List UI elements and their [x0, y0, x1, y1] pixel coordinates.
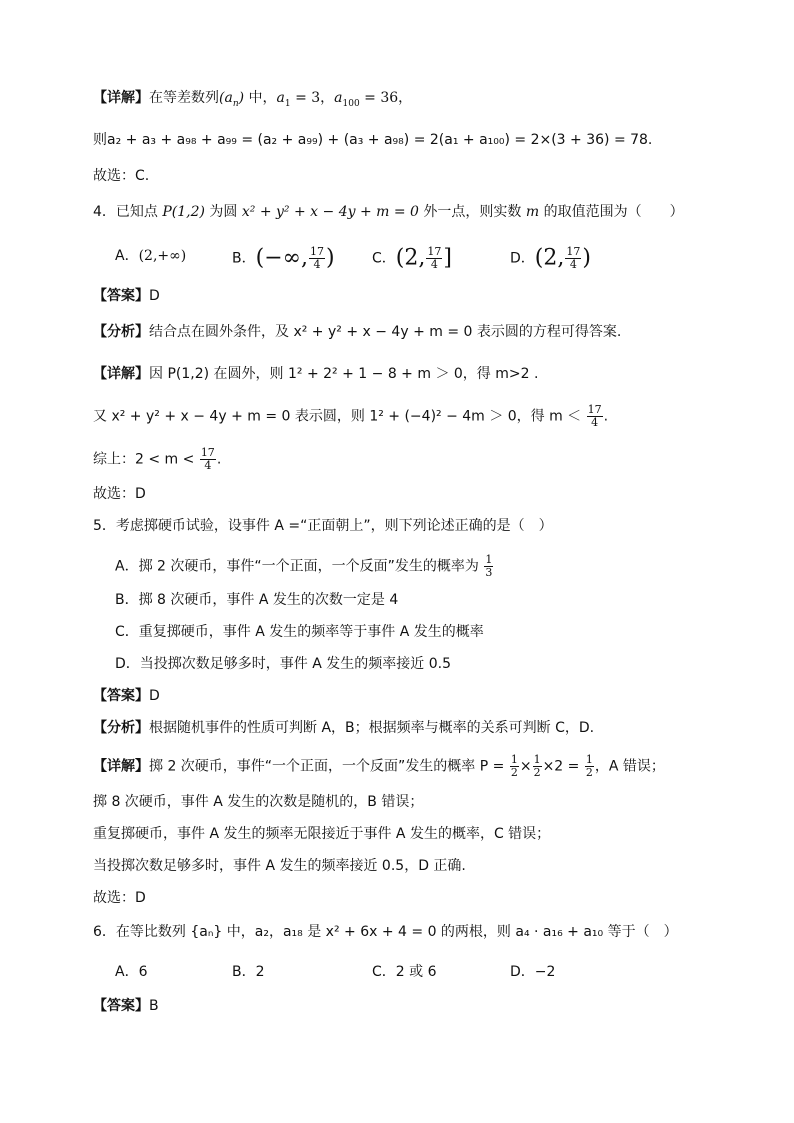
q5-option-c: C．重复掷硬币，事件 A 发生的频率等于事件 A 发生的概率: [115, 624, 484, 640]
fraction: $\frac{1}{2}$: [585, 753, 593, 779]
q4-option-d: D．(2, $\frac{17}{4}$ ): [510, 245, 591, 271]
q6-option-c: C．2 或 6: [372, 964, 437, 980]
q5-answer-line: 【答案】D: [93, 688, 160, 704]
q4-answer-line: 【答案】D: [93, 288, 160, 304]
q5-option-a: A．掷 2 次硬币，事件“一个正面，一个反面”发生的概率为 $\frac{1}{3}$: [115, 553, 493, 579]
q6-option-d: D．−2: [510, 964, 556, 980]
fraction: $\frac{17}{4}$: [587, 403, 602, 429]
q5-stem: 5．考虑掷硬币试验，设事件 A =“正面朝上”，则下列论述正确的是（ ）: [93, 518, 553, 534]
q5-detail-line-2: 掷 8 次硬币，事件 A 发生的次数是随机的，B 错误；: [93, 794, 424, 810]
q6-answer-line: 【答案】B: [93, 998, 159, 1014]
q4-detail-line-2: 又 x² + y² + x − 4y + m = 0 表示圆，则 1² + (−4)² − 4m ＞ 0，得 m ＜ $\frac{17}{4}$ .: [93, 403, 609, 429]
q4-analysis-line: 【分析】结合点在圆外条件，及 x² + y² + x − 4y + m = 0 表示圆的方程可得答案.: [93, 324, 622, 340]
q6-option-b: B．2: [232, 964, 265, 980]
q3-detail-line: 【详解】在等差数列$(a_n)$ 中，$a_1 = 3$，$a_{100} = 36$，: [93, 90, 413, 109]
fraction: $\frac{1}{2}$: [510, 753, 518, 779]
q4-stem: 4．已知点 P(1,2) 为圆 x² + y² + x − 4y + m = 0 外一点，则实数 m 的取值范围为（ ）: [93, 204, 684, 220]
answer-tag: 【答案】: [93, 288, 149, 304]
q3-calculation-line: 则a₂ + a₃ + a₉₈ + a₉₉ = (a₂ + a₉₉) + (a₃ + a₉₈) = 2(a₁ + a₁₀₀) = 2×(3 + 36) = 78.: [93, 132, 653, 148]
fraction: $\frac{17}{4}$: [200, 446, 215, 472]
q5-detail-line-4: 当投掷次数足够多时，事件 A 发生的频率接近 0.5，D 正确.: [93, 858, 466, 874]
detail-tag: 【详解】: [93, 90, 149, 106]
fraction: $\frac{1}{2}$: [533, 753, 541, 779]
q4-option-c: C．(2, $\frac{17}{4}$ ]: [372, 245, 452, 271]
q5-choose-line: 故选：D: [93, 890, 146, 906]
q4-detail-line-1: 【详解】因 P(1,2) 在圆外，则 1² + 2² + 1 − 8 + m ＞ 0，得 m>2 .: [93, 366, 539, 382]
fraction: $\frac{17}{4}$: [427, 245, 442, 271]
fraction: $\frac{17}{4}$: [566, 245, 581, 271]
q5-detail-line-3: 重复掷硬币，事件 A 发生的频率无限接近于事件 A 发生的概率，C 错误；: [93, 826, 551, 842]
q5-analysis-line: 【分析】根据随机事件的性质可判断 A，B；根据频率与概率的关系可判断 C，D.: [93, 720, 595, 736]
q4-option-b: B．(−∞, $\frac{17}{4}$ ): [232, 245, 335, 271]
q5-option-b: B．掷 8 次硬币，事件 A 发生的次数一定是 4: [115, 592, 399, 608]
q5-detail-line-1: 【详解】掷 2 次硬币，事件“一个正面，一个反面”发生的概率 P = $\frac{1}{2}$ × $\frac{1}{2}$ ×2 = $\frac{1}{2}$ ，A 错误；: [93, 753, 665, 779]
q4-choose-line: 故选：D: [93, 486, 146, 502]
fraction: $\frac{17}{4}$: [309, 245, 324, 271]
q4-option-a: A．(2,+∞): [115, 248, 187, 264]
detail-tag: 【详解】: [93, 758, 149, 775]
analysis-tag: 【分析】: [93, 720, 149, 736]
q3-choose-line: 故选：C.: [93, 168, 150, 184]
analysis-tag: 【分析】: [93, 324, 149, 340]
answer-tag: 【答案】: [93, 688, 149, 704]
fraction: $\frac{1}{3}$: [485, 553, 493, 579]
q6-option-a: A．6: [115, 964, 148, 980]
detail-tag: 【详解】: [93, 366, 149, 382]
answer-tag: 【答案】: [93, 998, 149, 1014]
q5-option-d: D．当投掷次数足够多时，事件 A 发生的频率接近 0.5: [115, 656, 451, 672]
q4-summary-line: 综上：2 < m < $\frac{17}{4}$ .: [93, 446, 222, 472]
q6-stem: 6．在等比数列 {aₙ} 中，a₂，a₁₈ 是 x² + 6x + 4 = 0 的两根，则 a₄ · a₁₆ + a₁₀ 等于（ ）: [93, 924, 678, 940]
